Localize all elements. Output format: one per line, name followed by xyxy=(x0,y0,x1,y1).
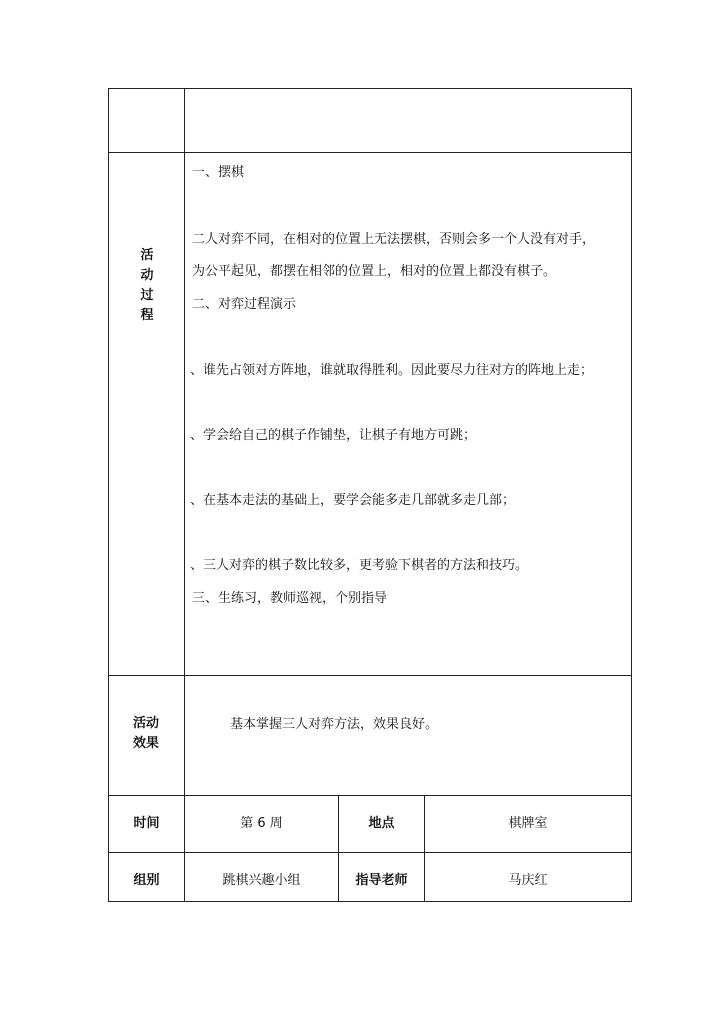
process-label-char: 活 xyxy=(140,248,154,263)
place-value: 棋牌室 xyxy=(508,816,548,831)
process-line: 、在基本走法的基础上，要学会能多走几部就多走几部； xyxy=(190,493,516,508)
teacher-label: 指导老师 xyxy=(355,873,408,888)
process-line: 一、摆棋 xyxy=(192,165,245,180)
process-line: 为公平起见，都摆在相邻的位置上，相对的位置上都没有棋子。 xyxy=(192,264,557,279)
process-line: 、学会给自己的棋子作铺垫，让棋子有地方可跳； xyxy=(190,428,477,443)
process-line: 、谁先占领对方阵地，谁就取得胜利。因此要尽力往对方的阵地上走； xyxy=(190,363,594,378)
effect-label-line1: 活动 xyxy=(132,716,159,731)
process-label-char: 程 xyxy=(140,308,154,323)
time-label: 时间 xyxy=(133,816,160,831)
time-value: 第 6 周 xyxy=(240,816,283,831)
process-line: 三、生练习，教师巡视，个别指导 xyxy=(192,591,388,606)
effect-label-line2: 效果 xyxy=(132,736,159,751)
effect-text: 基本掌握三人对弈方法，效果良好。 xyxy=(230,717,439,732)
process-label-char: 过 xyxy=(140,288,154,303)
process-label-char: 动 xyxy=(140,268,154,283)
process-line: 二、对弈过程演示 xyxy=(192,297,297,312)
group-label: 组别 xyxy=(133,873,160,888)
group-value: 跳棋兴趣小组 xyxy=(222,873,301,888)
place-label: 地点 xyxy=(368,816,395,831)
teacher-value: 马庆红 xyxy=(508,873,548,888)
process-line: 二人对弈不同，在相对的位置上无法摆棋，否则会多一个人没有对手， xyxy=(192,232,596,247)
process-line: 、三人对弈的棋子数比较多，更考验下棋者的方法和技巧。 xyxy=(190,558,529,573)
empty-header-row xyxy=(109,89,631,152)
